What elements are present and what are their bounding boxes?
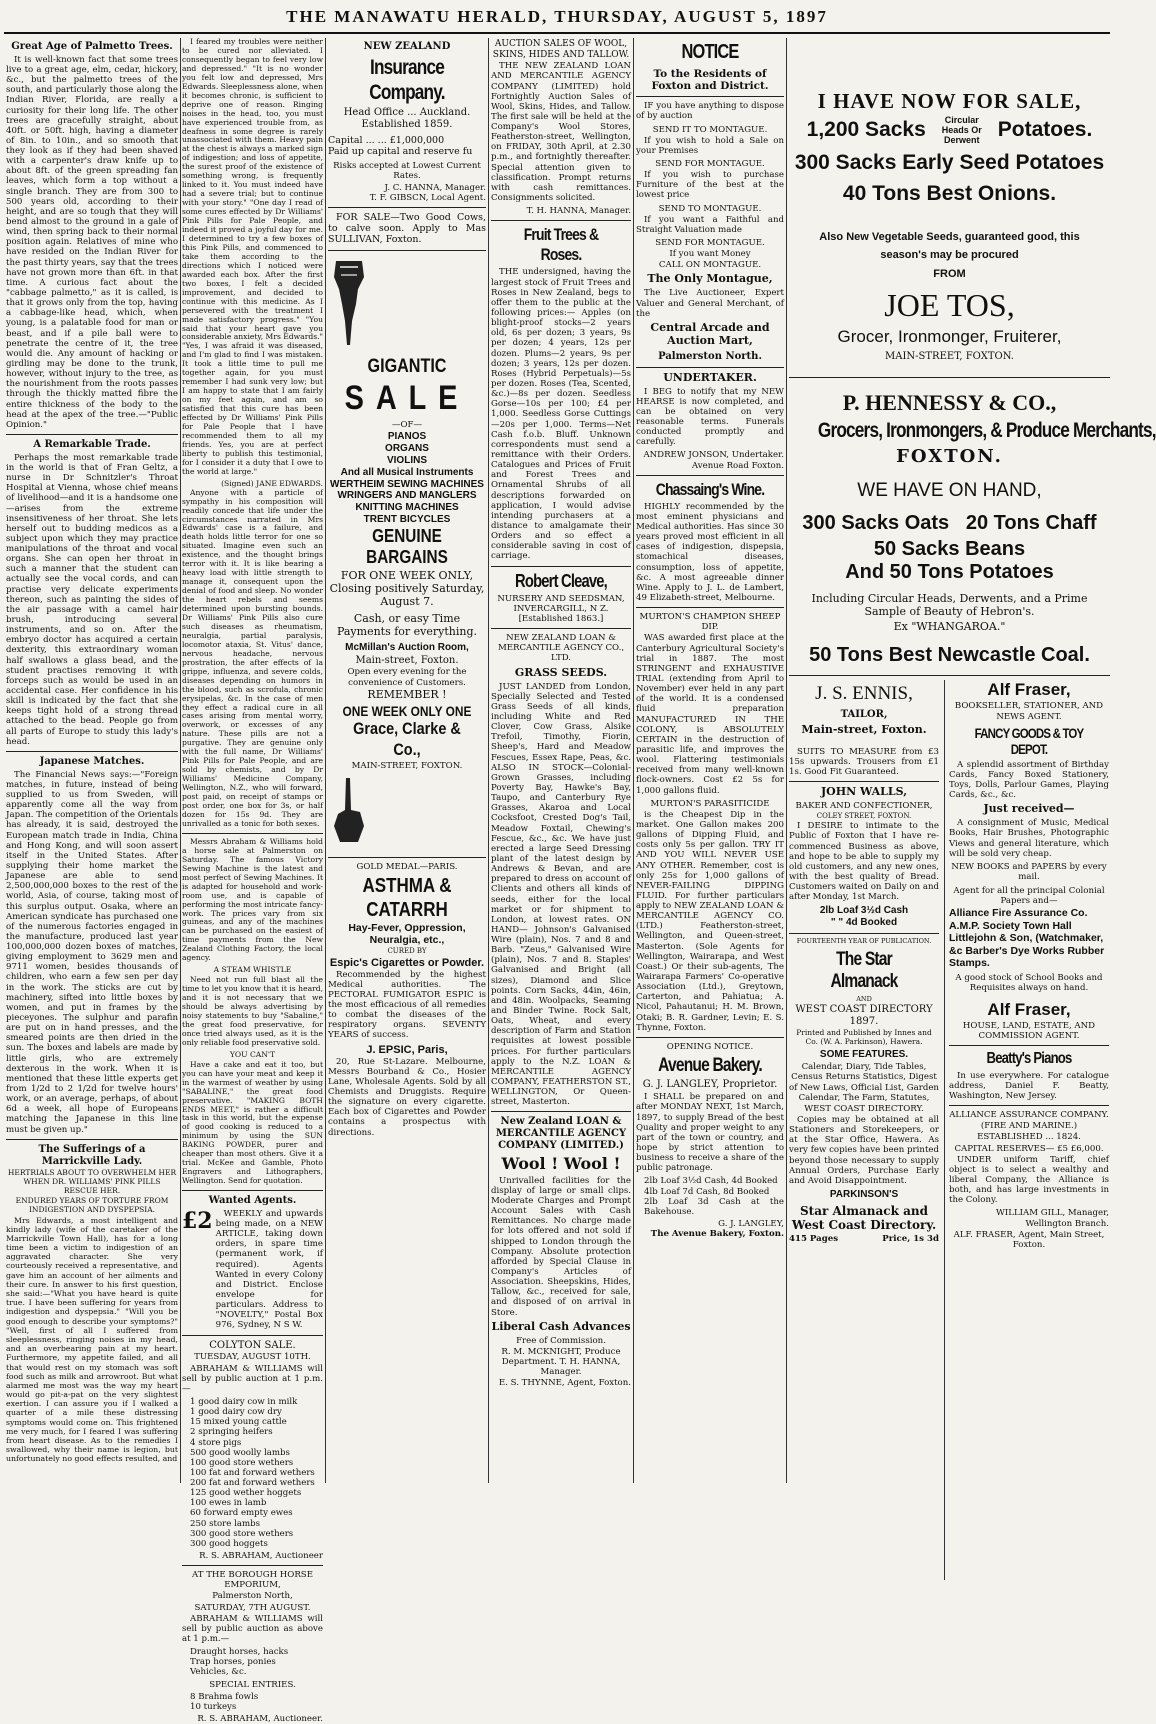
sale-location: Palmerston North, (212, 1591, 293, 1602)
ad-body: WAS awarded first place at the Canterbury Agricultural Society's trial in 1887. The most STRINGENT and EXHAUSTIVE TRIAL (extending from April to November) ever held in any part of the world. It is a condensed fluid preparation MANUFACTURED IN THE COLONY, is ABSOLUTELY CERTAIN in the destruction of parasitic life, and improves the wool. Flattering testimonials received from many well-known flock-owners. Cost £2 5s for 1,000 gallons fluid. (636, 633, 784, 796)
ad-line: Grocer, Ironmonger, Fruiterer, (837, 326, 1062, 346)
ad-body: JUST LANDED from London, Specially Selected and Tested Grass Seeds of all kinds, including White and Red Clover, Cow Grass, Alsike Trefoil, Timothy, Fiorin, Sheep's, Hard and Meadow Fescues, Essex Rape, Peas, &c. ALSO IN STOCK—Colonial-Grown Grasses, including Poverty Bay, Hawke's Bay, Taupo, and Canterbury Rye Grasses, Akaroa and Local Cocksfoot, Crested Dog's Tail, Meadow Foxtail, Chewing's Fescue, &c., &c. We have just erected a large Seed Dressing plant of the latest design by Andrews & Bevan, and are prepared to dress on account of Clients and others all kinds of seeds, either for the local market or for shipment to London, at lowest rates. ON HAND— Johnson's Galvanised Wire (plain), Nos. 7 and 8 and Barb. "Zeus," Galvanised Wire (plain), Nos. 7 and 8. Staples' Galvanised and Bright (all sizes), Diamond and Slice points. Corn Sacks, 44in, 46in, and 48in. Woolpacks, Seaming and Binder Twine. Rock Salt, Oats, Wheat, and every description of Farm and Station requisites at lowest possible prices. For further particulars apply to the N.Z. LOAN & MERCANTILE AGENCY COMPANY, FEATHERSTON ST., WELLINGTON, Or Queen-street, Masterton. (491, 681, 631, 1108)
list-item: 10 turkeys (190, 1701, 237, 1712)
ad-line: Head Office ... Auckland. Established 1859. (343, 107, 471, 131)
ad-line: GOLD MEDAL—PARIS. (356, 862, 458, 873)
sale-item: And all Musical Instruments (340, 466, 474, 478)
ad-body: 20, Rue St-Lazare. Melbourne, Messrs Bourband & Co., Hosier Lane, Wholesale Agents. Sold by all Chemists and Druggists. Require the signature on every cigarette. Each box of Cigarettes and Powder contains a prospectus with directions. (328, 1056, 486, 1138)
ad-body: THE undersigned, having the largest stock of Fruit Trees and Roses in New Zealand, begs to offer them to the public at the following prices:— Apples (on blight-proof stocks—2 years old, 6s per dozen; 3 years, 9s per dozen; 4 years, 12s per dozen. Plums—2 years, 9s per dozen; 3 years, 12s per dozen. Roses (Hybrid Perpetuals)—5s per dozen. Roses (Tea, Scented, &c.)—8s per dozen. Seedless Gorse—10s per 100; £4 per 1,000. Seedless Gorse Cuttings—20s per 1,000. Terms—Net Cash f.o.b. Bluff. Unknown correspondents must send a remittance with their Orders. Catalogues and Prices of Fruit and Forest Trees and Ornamental Shrubs of all descriptions forwarded on application, I would advise intending purchasers at a distance to amalgamate their Orders and so effect a considerable saving in cost of carriage. (491, 267, 631, 562)
ad-body: Copies may be obtained at all Stationers and Storekeepers, or at the Star Office, Hawera. As very few copies have been printed beyond those necessary to supply Annual Orders, Purchase Early and Avoid Disappointment. (789, 1114, 939, 1186)
list-item: 100 good store wethers (190, 1457, 294, 1468)
sale-item: VIOLINS (386, 454, 427, 466)
signature: G. J. LANGLEY, (718, 1218, 784, 1229)
divider (789, 781, 939, 782)
article-heading: Japanese Matches. (39, 755, 145, 767)
of-line: —OF— (391, 420, 423, 431)
masthead: THE MANAWATU HERALD, THURSDAY, AUGUST 5, 1897 (286, 7, 828, 26)
ad-body: The Live Auctioneer, Expert Valuer and General Merchant, of the (636, 288, 784, 319)
sale-item: WRINGERS AND MANGLERS (337, 490, 477, 502)
sale-item: TRENT BICYCLES (363, 513, 451, 525)
divider (6, 751, 178, 752)
ad-body: SUITS TO MEASURE from £3 15s upwards. Trousers from £1 1s. Good Fit Guaranteed. (789, 746, 939, 777)
ad-line: Ex "WHANGAROA." (893, 619, 1006, 633)
lower-split (789, 680, 1110, 1580)
ad-title: JOE TOS, (884, 287, 1015, 324)
ad-line: Also New Vegetable Seeds, guaranteed good, this season's may be procured (819, 230, 1080, 261)
ad-body: FOR SALE—Two Good Cows, to calve soon. Apply to Mas SULLIVAN, Foxton. (328, 211, 486, 246)
divider (789, 933, 939, 934)
ad-line: ESTABLISHED ... 1824. (977, 1132, 1081, 1143)
ad-line: To the Residents of Foxton and District. (651, 67, 769, 92)
pointing-hand-icon (328, 259, 370, 349)
list-item: 4 store pigs (190, 1437, 242, 1448)
ad-text: 1,200 Sacks (806, 118, 926, 142)
gigantic-heading: GIGANTIC (367, 355, 447, 377)
divider (328, 250, 486, 251)
ad-line: " " 4d Booked (830, 917, 898, 929)
ad-text: 415 Pages (789, 1234, 839, 1245)
sale-body: ABRAHAM & WILLIAMS will sell by public auction at 1 p.m.— (182, 1363, 323, 1394)
list-item: 300 good hoggets (190, 1538, 268, 1549)
ad-title: Central Arcade and Auction Mart, (650, 320, 770, 347)
ad-line: MAIN-STREET, FOXTON. (351, 761, 463, 772)
ad-text: Circular Heads Or Derwent (941, 114, 982, 145)
ad-line: Cash, or easy Time Payments for everything. (336, 611, 478, 638)
column-rule (325, 38, 326, 1483)
divider (636, 96, 784, 97)
list-item: 4lb Loaf 7d Cash, 8d Booked (644, 1186, 770, 1197)
price-list (644, 1176, 784, 1217)
signature: R. M. MCKNIGHT, Produce Department. T. H. HANNA, Manager. (501, 1346, 621, 1378)
divider (491, 1111, 631, 1112)
notice-heading: YOU CAN'T (229, 1049, 276, 1059)
divider (6, 434, 178, 435)
ad-title: I HAVE NOW FOR SALE, (817, 89, 1082, 113)
ad-title: UNDERTAKER. (663, 370, 757, 384)
ad-line: A good stock of School Books and Requisites always on hand. (955, 973, 1103, 994)
ad-line: 50 Sacks Beans (873, 537, 1026, 560)
ad-title: JOHN WALLS, (820, 784, 908, 798)
signature: T. H. HANNA, Manager. (526, 206, 631, 217)
ad-line: Printed and Published by Innes and Co. (W. A. Parkinson), Hawera. (796, 1027, 932, 1046)
divider (636, 367, 784, 368)
lower-right (949, 680, 1109, 1251)
list-item: 2 springing heifers (190, 1427, 273, 1438)
ad-line: Main-street, Foxton. (355, 654, 459, 666)
list-item: 100 ewes in lamb (190, 1498, 267, 1509)
signature: E. S. THYNNE, Agent, Foxton. (498, 1378, 631, 1389)
ad-body: In use everywhere. For catalogue address, Daniel F. Beatty, Washington, New Jersey. (949, 1070, 1109, 1102)
divider (491, 566, 631, 567)
list-item: 1 good dairy cow in milk (190, 1396, 298, 1407)
divider (182, 1335, 323, 1336)
ad-line: CURED BY (387, 947, 427, 956)
divider (491, 628, 631, 629)
ad-body: Recommended by the highest Medical authorities. The PECTORAL FUMIGATOR ESPIC is the most efficacious of all remedies to combat the diseases of the respiratory organs. SEVENTY YEARS of success. (328, 969, 486, 1041)
ad-body: A splendid assortment of Birthday Cards, Fancy Boxed Stationery, Toys, Dolls, Parlour Games, Playing Cards, &c., &c. (949, 759, 1109, 801)
sale-heading: SPECIAL ENTRIES. (209, 1679, 296, 1690)
article-body: The Financial News says:—"Foreign matches, in future, instead of being supplied to us from Sweden, will apparently come all the way from Japan. The competition of the Orientals has already, it is said, destroyed the European match trade in India, China and Hong Kong, and will soon assert itself in the United States. After supplying their home market the Japanese are able to send 2,500,000,000 boxes to the rest of the world, Asia, of course, taking most of this surplus output. Osaka, where an American syndicate has purchased one of the numerous factories engaged in the manufacture, produced last year 100,000,000 dozen boxes of matches, giving employment to 3629 men and 9711 women, besides thousands of children, who earn a few sen per day in the work. The sticks are cut by machinery, sifted into little boxes by women, and put in frames by the pieceyones. The sulphur and parafin are put on in hand presses, and the smeared points are then dried in the sun. The boxes and labels are made by little girls, who are extremely dexterous in the work. When it is mentioned that these little experts get from 1/2d to 2 1/2d for twelve hours' work, or an average, perhaps, of about 6d a week, all hope of Europeans matching the Japanese in this line must be given up." (6, 769, 178, 1135)
ad-line: 40 Tons Best Onions. (842, 182, 1057, 206)
article-body: Mrs Edwards, a most intelligent and kindly lady (wife of the caretaker of the Marrickville Town Hall), has for a long time been a victim to indigestion of an aggravated character. She very courteously received a representative, and gave him an account of her ailments and their cure. In answer to his first question, she said:—"What you have heard is quite true. I have been suffering for years from indigestion and dyspepsia." "Will you be good enough to describe your symptoms?" "Well, first of all I suffered from sleeplessness, ringing noises in my head, and an overbearing pain at my heart. Furthermore, my appetite failed, and all that would rest on my stomach was soft food such as milk and arrowroot. But what alarmed me most was the way my heart would go pit-a-pat on the very slightest exertion. I can assure you if I walked a quarter of a mile these distressing symptoms would come on. This frightened me very much, for I feared I was suffering from heart disease. As to the remedies I swallowed, why their name is legion, but unfortunately no good effects resulted, and (6, 1215, 178, 1464)
ad-text: Potatoes. (997, 118, 1093, 142)
ad-body: is the Cheapest Dip in the market. One Gallon makes 200 gallons of Dipping Fluid, and costs only 5s per gallon. TRY IT AND YOU WILL NEVER USE ANY OTHER. Remember, cost is only 25s for 1,000 gallons of NEVER-FAILING DIPPING FLUID. For further particulars apply to NEW ZEALAND LOAN & MERCANTILE AGENCY CO. (LTD.) Featherston-street, Wellington, and Queen-street, Masterton. (Sole Agents for Wellington, Wairarapa, and West Coast.) Or their sub-agents, The Wairarapa Farmers' Co-operative Association (Ltd.), Greytown, Carterton, and Pahiatua; A. Nicol, Pahautanui; H. M. Brown, Otaki; B. R. Gardner, Levin; E. S. Thynne, Foxton. (636, 809, 784, 1033)
sale-body: ABRAHAM & WILLIAMS will sell by public auction as above at 1 p.m.— (182, 1613, 323, 1645)
list-item: 200 fat and forward wethers (190, 1478, 315, 1489)
notice-line: IF you have anything to dispose of by auction (636, 101, 784, 122)
ad-title: Alf Fraser, (987, 999, 1071, 1019)
article-heading: A Remarkable Trade. (33, 439, 151, 450)
divider (789, 675, 1110, 676)
ad-title: Grace, Clarke & Co., (353, 719, 461, 759)
ad-line: FOR ONE WEEK ONLY, Closing positively Saturday, August 7. (329, 568, 485, 608)
divider (182, 1565, 323, 1566)
article-body: Messrs Abraham & Williams hold a horse sale at Palmerston on Saturday. The famous Victory Sewing Machine is the latest and most perfect of Sewing Machines. It is adapted for household and work-room use, and is capable of performing the most intricate fancy-work. The prices vary from six guineas, and any of the machines can be purchased on the easiest of time payments from the New Zealand Clothing Factory, the local agency. (182, 836, 323, 963)
ad-line: SOME FEATURES. (819, 1049, 909, 1061)
notice-line: If you wish to hold a Sale on your Premises (636, 135, 784, 156)
notice-heading: A STEAM WHISTLE (213, 965, 292, 975)
sale-item: KNITTING MACHINES (355, 502, 459, 514)
article-body: It is well-known fact that some trees live to a great age, elm, cedar, hickory, &c., but the palmetto trees of the south, and particularly those along the Indian River, Florida, are really a curiosity for their long life. The other trees are gracefully straight, about 40ft. or 50ft. high, having a diameter of 8in. to 10in., and so smooth that they look as if they had been shaved with a carpenter's draw knife up to about 8ft. of the green spreading fan leaves, which form a top without a single branch. They are from 300 to 500 years old, according to their height, and are so tough that they will bend almost to the ground in a gale of wind, then spring back to their normal position again. Relatives of mine who have resided on the Indian River for the past thirty years, say that the trees have not grown more than 6ft. in that time. A curious fact about the "cabbage palmetto," as it is called, is that it grows only from the top, having a cabbage-like head, which, when young, is a palatable food for man or beast, and if a pile ball were to penetrate the centre of it, the tree would die. Any amount of hacking or girdling may be done to the trunk, however, without injury to the tree, as the nourishment from the roots passes through the thickly matted fibre the entire thickness of the body to the head at the apex of the tree.—"Public Opinion." (6, 54, 178, 430)
ad-body: I SHALL be prepared on and after MONDAY NEXT, 1st March, 1897, to supply Bread of the best Quality and proper weight to any part of the town or country, and hope by strict attention to business to receive a share of the public patronage. (636, 1092, 784, 1174)
list-item: 125 good wether hoggets (190, 1488, 302, 1499)
ad-heading: MURTON'S PARASITICIDE (650, 798, 770, 809)
ad-line: FROM (933, 268, 966, 281)
ad-line: Agent for all the principal Colonial Papers and— (953, 886, 1105, 907)
column-4 (491, 38, 631, 1483)
article-subheading: ENDURED YEARS OF TORTURE FROM INDIGESTION AND DYSPEPSIA. (15, 1195, 169, 1214)
list-item: 2lb Loaf 3d Cash at the Bakehouse. (644, 1196, 784, 1217)
signature: T. F. GIBSCN, Local Agent. (369, 192, 486, 203)
ad-title: Insurance Company. (369, 55, 445, 104)
ad-line: WEST COAST DIRECTORY. (804, 1103, 924, 1114)
ad-line: Risks accepted at Lowest Current Rates. (333, 161, 481, 182)
ad-line: WEST COAST DIRECTORY 1897. (795, 1004, 933, 1027)
ad-body: A consignment of Music, Medical Books, Hair Brushes, Photographic Views and general literature, which will be sold very cheap. (949, 818, 1109, 859)
ad-line: ONE WEEK ONLY ONE (342, 702, 472, 719)
ad-line: COLEY STREET, FOXTON. (816, 812, 912, 821)
list-item: Trap horses, ponies (190, 1657, 276, 1668)
column-rule (944, 680, 945, 1580)
divider (789, 377, 1110, 378)
ad-line: Open every evening for the convenience of Customers. (347, 667, 467, 688)
divider (949, 1045, 1109, 1046)
ad-line: Grocers, Ironmongers, & Produce Merchants, (817, 418, 1156, 442)
ad-line: McMillan's Auction Room, (345, 641, 469, 653)
column-6 (789, 38, 1156, 1483)
sale-date: TUESDAY, AUGUST 10TH. (194, 1352, 311, 1363)
ad-line: Free of Commission. (516, 1335, 606, 1346)
divider (949, 1105, 1109, 1106)
spacer (789, 38, 1110, 86)
ad-title: Robert Cleave, (515, 570, 607, 591)
notice-line: SEND TO MONTAGUE. (658, 203, 762, 214)
ad-line: New Zealand LOAN & MERCANTILE AGENCY COMPANY (LIMITED.) (495, 1116, 627, 1152)
ad-body: Unrivalled facilities for the display of large or small clips. Moderate Charges and Prompt Account Sales with Cash Remittances. No charge made for lots offered and not sold if shipped to London through the Company. Absolute protection afforded by Special Clause in Company's Articles of Association. Sheepskins, Hides, Tallow, &c., received for sale, and disposed of on arrival in Store. (491, 1175, 631, 1318)
ad-line: FOXTON. (896, 446, 1003, 468)
list-item: 100 fat and forward wethers (190, 1467, 315, 1478)
article-body: Anyone with a particle of sympathy in his composition will readily concede that life under the circumstances narrated in Mrs Edwards' case is a failure, and death holds little terror for one so situated. Imagine even such an existence, and the thought brings terror with it. It is like bearing a heavy load with little strength to manage it, consequent upon the denial of food and sleep. No wonder the heart rebels and seems determined upon bursting bounds. Dr Williams' Pink Pills also cure such diseases as rheumatism, neuralgia, partial paralysis, locomotor ataxia, St. Vitus' dance, nervous headache, nervous prostration, the after effects of la grippe, influenza, and severe colds, diseases depending on humors in the blood, such as scrofula, chronic erysipelas, &c. In the case of men they effect a radical cure in all cases arising from mental worry, overwork, or excesses of any nature. These pills are not a purgative. They are genuine only with the full name, Dr Williams' Pink Pills for Pale People, and are sold by chemists, and by Dr Williams' Medicine Company, Wellington, N.Z., who will forward, post paid, on receipt of stamps or post order, one box for 3s, or half dozen for 15s 9d. They are unrivalled as a tonic for both sexes. (182, 487, 323, 828)
divider (182, 833, 323, 834)
list-item: 250 store lambs (190, 1518, 261, 1529)
ad-line: (FIRE AND MARINE.) (980, 1121, 1078, 1132)
sale-item: WERTHEIM SEWING MACHINES (330, 478, 484, 490)
ad-title: The Only Montague, (647, 272, 773, 286)
ad-title: The Star Almanack (830, 948, 898, 993)
ad-line: Calendar, Diary, Tide Tables, Census Returns Statistics, Digest of New Laws, Official List, Garden Calendar, The Farm, Statutes, (789, 1062, 939, 1103)
sale-item: ORGANS (385, 443, 429, 455)
sale-heading: AT THE BOROUGH HORSE EMPORIUM, (192, 1570, 313, 1591)
ad-heading: MURTON'S CHAMPION SHEEP DIP. (639, 612, 781, 633)
ad-body: I DESIRE to intimate to the Public of Foxton that I have re-commenced Business as above, and hope to be able to supply my old customers, and any new ones, with the best quality of Bread. Customers waited on Daily on and after Monday, 1st March. (789, 821, 939, 903)
ad-line: Capital ... ... £1,000,000 (328, 134, 445, 146)
ad-line: Palmerston North. (658, 350, 762, 362)
ad-line: 300 Sacks Oats 20 Tons Chaff (802, 512, 1097, 535)
signature: WILLIAM GILL, Manager, Wellington Branch. (996, 1208, 1109, 1229)
pointing-hand-icon (328, 776, 370, 846)
article-body: I feared my troubles were neither to be cured nor alleviated. I consequently began to feel very low and depressed." "It is no wonder you felt low and depressed, Mrs Edwards. Sleeplessness alone, when it becomes chronic, is sufficient to deprive one of reason. Ringing noises in the head, too, you must have experienced trouble from, as deafness in some degree is rarely unassociated with them. Heavy pain at the chest is always a marked sign of indigestion; and loss of appetite, the surest proof of the existence of something wrong, is frequently linked to it. You must indeed have had a severe trial; but to continue with your story." "One day I read of some cures effected by Dr Williams' Pink Pills for Pale People, and indeed it proved a joyful day for me. I determined to try a few boxes of this Pink Pills, and commenced to take them according to the directions which I noticed were awarded each box. After the first two boxes, I felt a decided improvement, and decided to continue with this medicine. As I persevered with the treatment I made satisfactory progress." "You said that your heart gave you considerable anxiety, Mrs Edwards." "Yes, I was afraid it was diseased, and I'm glad to find I was mistaken. It took a little time to pull me together again, for you must remember I had sunk very low; but I am happy to state that I am fairly on my feet again, and am so satisfied that this cure has been effected by Dr Williams' Pink Pills for Pale People that I have recommended them to all my friends. Yes, you are at perfect liberty to publish this testimonial, for I consider it a duty that I owe to the world at large." (182, 37, 323, 476)
list-item: 2lb Loaf 3½d Cash, 4d Booked (644, 1176, 778, 1187)
column-rule (633, 38, 634, 1483)
signature: The Avenue Bakery, Foxton. (650, 1229, 784, 1240)
article-heading: The Sufferings of a Marrickville Lady. (38, 1143, 146, 1167)
divider (328, 857, 486, 858)
article-body: Have a cake and eat it too, but you can have your meat and keep it in the warmest of weather by using "SABALINE," the great food preservative. "MAKING BOTH ENDS MEET," is rather a difficult task in this world, but the expense of good cooking is reduced to a minimum by using the SUN BAKING POWDER, purer and cheaper than most others. Give it a trial. McKee and Gamble, Photo Engravers and Lithographers, Wellington. Send for quotation. (182, 1059, 323, 1186)
ad-body: I BEG to notify that my NEW HEARSE is now completed, and can be obtained on very reasonable terms. Funerals conducted promptly and carefully. (636, 386, 784, 448)
list-item: 8 Brahma fowls (190, 1691, 259, 1702)
ad-title: Just received— (983, 802, 1075, 816)
ad-heading: AUCTION SALES OF WOOL, SKINS, HIDES AND TALLOW. (492, 39, 630, 60)
ad-line: Paid up capital and reserve fu (328, 146, 473, 158)
ad-heading: NEW ZEALAND (363, 41, 451, 52)
ad-line: 300 Sacks Early Seed Potatoes (794, 151, 1105, 175)
notice-line: SEND FOR MONTAGUE. (655, 238, 765, 249)
ad-title: Star Almanack and West Coast Directory. (791, 1203, 937, 1232)
masthead-rule (4, 32, 1110, 34)
article-body: Perhaps the most remarkable trade in the world is that of Fran Geltz, a nurse in Dr Schnitzler's Throat Hospital at Vienna, whose chief means of livelihood—and it is a handsome one—arises from the extreme insensitiveness of her throat. She lets herself out to budding medicos as a subject upon which they may practice manipulations of the throat and vocal organs. She can open her throat in such a manner that the student can actually see the vocal cords, and can practise very delicate experiments thereon, such as painting the sides of the air passage with a camel hair brush, introducing several instruments, and so on. After the embryo doctor has acquired a certain dexterity, this extraordinary woman half swallows a glass bead, and the student practises removing it with forceps such as would be used in an accidental case. Her confidence in his skill is indicated by the fact that she keeps tight hold of a strong thread attached to the bead. People go from all parts of Europe to study this lady's head. (6, 452, 178, 747)
ad-title: J. EPSIC, Paris, (366, 1043, 448, 1056)
list-item: Vehicles, &c. (190, 1667, 247, 1678)
ad-line: PARKINSON'S (829, 1188, 899, 1200)
ad-line: Main-street, Foxton. (801, 722, 927, 736)
ad-line: HOUSE, LAND, ESTATE, AND COMMISSION AGENT. (962, 1020, 1096, 1041)
ad-line (789, 116, 1110, 146)
sale-list (190, 1692, 323, 1712)
ad-title: J. S. ENNIS, (815, 683, 913, 705)
divider (328, 207, 486, 208)
notice-line: If you wish to purchase Furniture of the best at the lowest price (636, 170, 784, 201)
divider (636, 475, 784, 476)
divider (6, 1139, 178, 1140)
ad-line: 2lb Loaf 3½d Cash (819, 905, 909, 917)
ad-title: Beatty's Pianos (986, 1049, 1072, 1067)
divider (636, 1037, 784, 1038)
ad-line: REMEMBER ! (367, 687, 447, 701)
ad-title: Espic's Cigarettes or Powder. (329, 956, 485, 969)
ad-title: GRASS SEEDS. (514, 665, 608, 679)
ad-line: AND (856, 994, 872, 1003)
ad-title: FANCY GOODS & TOY DEPOT. (974, 724, 1084, 758)
list-item: 60 forward empty ewes (190, 1508, 293, 1519)
ad-text: Price, 1s 3d (882, 1234, 939, 1245)
ad-line: Including Circular Heads, Derwents, and a Prime Sample of Beauty of Hebron's. (811, 591, 1088, 618)
ad-title: ASTHMA & CATARRH (362, 874, 452, 921)
article-subheading: HERTRIALS ABOUT TO OVERWHELM HER WHEN DR. WILLIAMS' PINK PILLS RESCUE HER. (7, 1168, 177, 1196)
sale-date: SATURDAY, 7TH AUGUST. (194, 1602, 311, 1613)
ad-line: BAKER AND CONFECTIONER, (795, 800, 933, 811)
ad-line: MAIN-STREET, FOXTON. (885, 350, 1014, 362)
ad-line: G. J. LANGLEY, Proprietor. (642, 1079, 778, 1091)
article-heading: Great Age of Palmetto Trees. (11, 41, 173, 52)
ad-line: BOOKSELLER, STATIONER, AND NEWS AGENT. (954, 701, 1104, 722)
column-5 (636, 38, 784, 1483)
ad-line: Alliance Fire Assurance Co. A.M.P. Society Town Hall Littlejohn & Son, (Watchmaker, &c Barber's Dye Works Rubber Stamps. (949, 907, 1105, 969)
wanted-agents-ad (182, 1209, 323, 1331)
divider (636, 607, 784, 608)
ad-body: THE NEW ZEALAND LOAN AND MERCANTILE AGENCY COMPANY (LIMITED) hold Fortnightly Auction Sales of Wool, Skins, Hides, and Tallow. The first sale will be held at the Company's Wool Stores, Featherston-street, Wellington, on FRIDAY, 30th April, at 2.30 p.m., and fortnightly thereafter. Special attention given to classification. Prompt returns with cash remittances. Consignments solicited. (491, 61, 631, 204)
signature: R. S. ABRAHAM, Auctioneer (199, 1551, 323, 1562)
sale-list (190, 1647, 323, 1677)
list-item: 1 good dairy cow dry (190, 1407, 282, 1418)
column-2 (182, 37, 323, 1724)
divider (182, 1190, 323, 1191)
ad-line: And 50 Tons Potatoes (845, 561, 1054, 584)
sale-list (190, 1397, 323, 1549)
ad-line (789, 1234, 939, 1244)
notice-line: CALL ON MONTAGUE. (658, 260, 762, 271)
ad-line: NEW BOOKS and PAPERS by every mail. (951, 861, 1107, 882)
divider (491, 220, 631, 221)
ad-body: WEEKLY and upwards being made, on a NEW ARTICLE, taking down orders, in spare time (permanent work, if required). Agents Wanted in every Colony and District. Enclose envelope for particulars. Address to "NOVELTY," Postal Box 976, Sydney, N S W. (215, 1208, 323, 1331)
notice-line: SEND FOR MONTAGUE. (655, 159, 765, 170)
signature: ALF. FRASER, Agent, Main Street, Foxton. (953, 1229, 1105, 1250)
list-item: Draught horses, hacks (190, 1647, 289, 1658)
notice-line: SEND IT TO MONTAGUE. (652, 124, 768, 135)
ad-line: FOURTEENTH YEAR OF PUBLICATION. (796, 937, 932, 946)
lower-left (789, 680, 939, 1244)
ad-line: NURSERY AND SEEDSMAN, INVERCARGILL, N Z. [Established 1863.] (497, 593, 625, 625)
column-rule (786, 38, 787, 1483)
ad-body: HIGHLY recommended by the most eminent physicians and Medical authorities. Has since 30 years proved most efficient in all cases of indigestion, dispepsia, stomachical diseases, consumption, loss of appetite, &c. A most agreeable dinner Wine. Apply to J. L. de Lambert, 49 Elizabeth-street, Melbourne. (636, 501, 784, 603)
list-item: 300 good store wethers (190, 1528, 294, 1539)
article-body: Need not run full blast all the time to let you know that it is heard, and it is not necessary that we should be always advertising by noisy statements to buy "Sabaline," the great food preservative, for once tried always used, as it is the only reliable food preservative sold. (182, 975, 323, 1047)
notice-line: If you want Money (669, 249, 751, 260)
ad-line: Hay-Fever, Oppression, Neuralgia, etc., (348, 921, 466, 946)
ad-line: 50 Tons Best Newcastle Coal. (809, 643, 1090, 666)
signature: ANDREW JONSON, Undertaker. Avenue Road Foxton. (643, 450, 784, 471)
ad-line: CAPITAL RESERVES— £5 £6,000. (954, 1143, 1104, 1154)
ad-line: ALLIANCE ASSURANCE COMPANY. (949, 1110, 1109, 1121)
signature: (Signed) JANE EDWARDS. (221, 478, 323, 488)
sale-heading: COLYTON SALE. (209, 1339, 296, 1351)
ad-title: Liberal Cash Advances (491, 1319, 631, 1333)
column-rule (180, 38, 181, 1483)
signature: J. C. HANNA, Manager. (384, 182, 486, 193)
ad-title: Chassaing's Wine. (655, 479, 765, 499)
ad-title: Avenue Bakery. (658, 1055, 762, 1077)
column-rule (488, 38, 489, 1483)
ad-title: NOTICE (681, 41, 739, 63)
column-3 (328, 38, 486, 1483)
column-1 (6, 38, 178, 1483)
ad-line: WE HAVE ON HAND, (857, 479, 1042, 501)
ad-line: TAILOR, (840, 708, 888, 720)
ad-title: Alf Fraser, (987, 680, 1071, 700)
ad-heading: Wanted Agents. (208, 1195, 297, 1207)
sale-item: PIANOS (387, 431, 427, 443)
sale-heading: SALE (344, 379, 470, 418)
ad-title: P. HENNESSY & CO., (842, 389, 1057, 415)
ad-title: Fruit Trees & Roses. (523, 225, 599, 265)
list-item: 15 mixed young cattle (190, 1417, 287, 1428)
ad-title: Wool ! Wool ! (501, 1153, 621, 1173)
list-item: 500 good woolly lambs (190, 1447, 290, 1458)
big-amount: £2 (182, 1207, 213, 1234)
bargains-heading: GENUINE BARGAINS (366, 525, 448, 568)
ad-body: UNDER uniform Tariff, chief object is to select a wealthy and liberal Company, the Alliance is both, and has large investments in the Colony. (949, 1154, 1109, 1206)
ad-line: NEW ZEALAND LOAN & MERCANTILE AGENCY CO., LTD. (497, 633, 625, 664)
notice-line: If you want a Faithful and Straight Valuation made (636, 214, 784, 235)
ad-heading: OPENING NOTICE. (666, 1041, 754, 1052)
signature: R. S. ABRAHAM, Auctioneer. (197, 1714, 323, 1724)
